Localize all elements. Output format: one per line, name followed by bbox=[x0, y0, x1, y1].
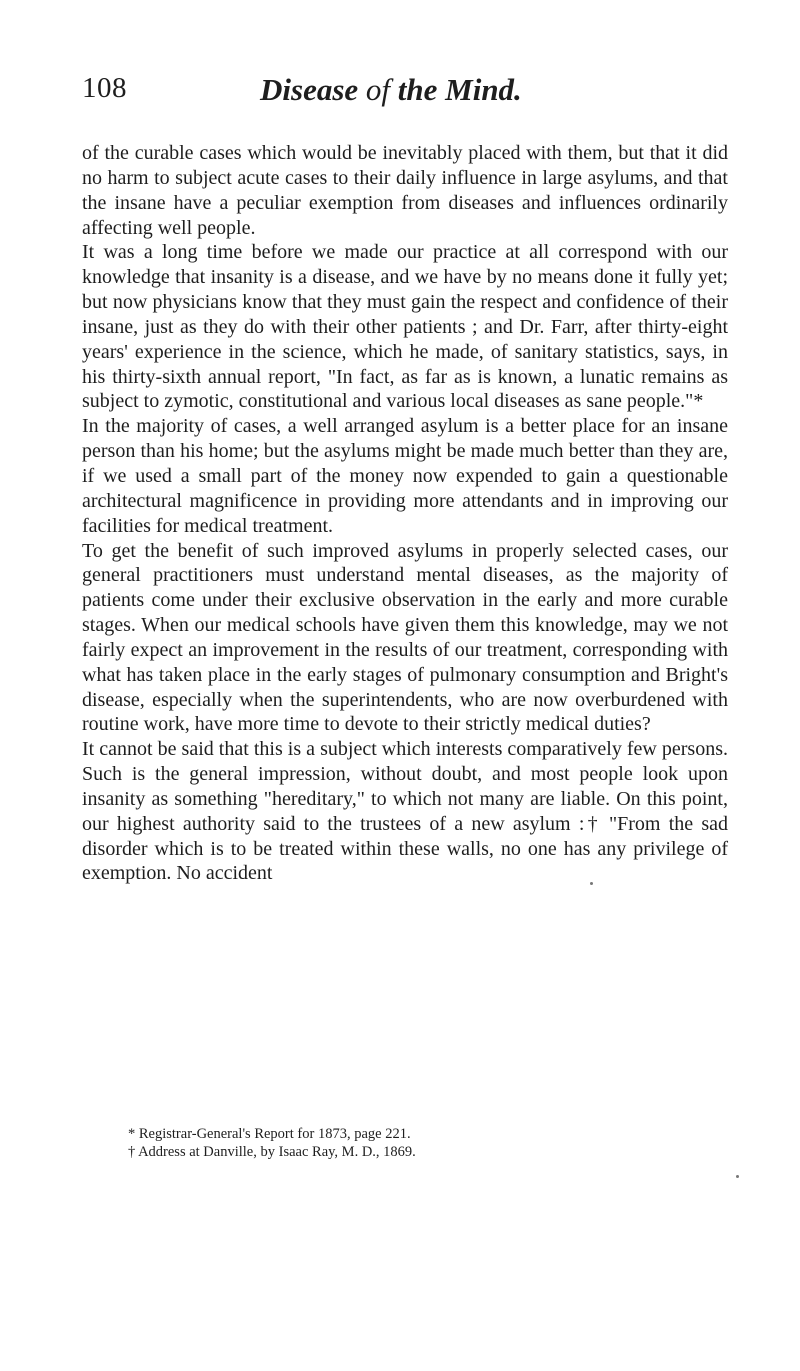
book-page bbox=[82, 72, 728, 886]
paragraph: It was a long time before we made our practice at all correspond with our knowledge that insanity is a disease, and we have by no means done it fully yet; but now physicians know that they must gain the respect and confidence of their insane, just as they do with their other patients ; and Dr. Farr, after thirty-eight years' experience in the science, which he made, of sanitary statistics, says, in his thirty-sixth annual report, "In fact, as far as is known, a lunatic remains as subject to zymotic, constitutional and various local diseases as sane people."* bbox=[82, 241, 728, 413]
paragraph: To get the benefit of such improved asylums in properly selected cases, our general practitioners must understand mental diseases, as the majority of patients come under their exclusive observation in the early and more curable stages. When our medical schools have given them this knowledge, may we not fairly expect an improvement in the results of our treatment, corresponding with what has taken place in the early stages of pulmonary consumption and Bright's disease, especially when the superintendents, who are now overburdened with routine work, have more time to devote to their strictly medical duties? bbox=[82, 539, 728, 736]
paragraph: In the majority of cases, a well arranged asylum is a better place for an insane person than his home; but the asylums might be made much better than they are, if we used a small part of the money now expended to gain a questionable architectural magnificence in providing more attendants and in improving our facilities for medical treatment. bbox=[82, 415, 728, 537]
print-speck bbox=[590, 882, 593, 885]
footnote: † Address at Danville, by Isaac Ray, M. D., 1869. bbox=[128, 1144, 416, 1160]
body-text bbox=[82, 141, 728, 886]
footnotes bbox=[128, 1125, 416, 1161]
running-title bbox=[260, 72, 522, 108]
paragraph: It cannot be said that this is a subject which interests comparatively few persons. Such is the general impression, without doubt, and most people look upon insanity as something "hereditary," to which not many are liable. On this point, our highest authority said to the trustees of a new asylum :† "From the sad disorder which is to be treated within these walls, no one has any privilege of exemption. No accident bbox=[82, 738, 728, 885]
running-title-part: of bbox=[365, 72, 391, 107]
running-head bbox=[82, 72, 728, 116]
paragraph: of the curable cases which would be inevitably placed with them, but that it did no harm to subject acute cases to their daily influence in large asylums, and that the insane have a peculiar exemption from diseases and influences ordinarily affecting well people. bbox=[82, 142, 728, 239]
print-speck bbox=[736, 1175, 739, 1178]
running-title-part: Disease bbox=[260, 72, 366, 107]
page-number: 108 bbox=[82, 72, 127, 104]
footnote: * Registrar-General's Report for 1873, page 221. bbox=[128, 1126, 411, 1142]
running-title-part: the Mind. bbox=[390, 72, 522, 107]
